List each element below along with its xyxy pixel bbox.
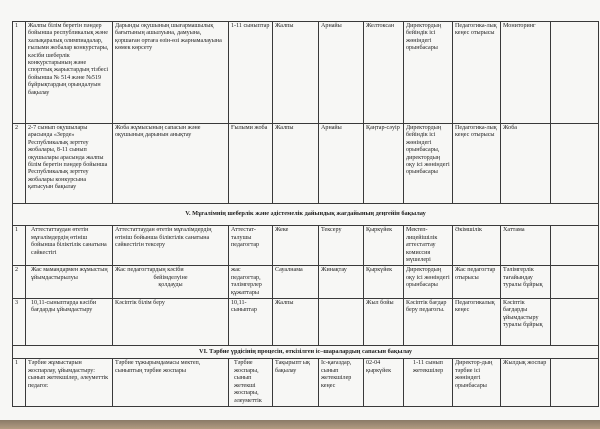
- background-surface: [0, 420, 600, 429]
- object-cell: жас педагогтар, тәлімгерлер құжаттары: [229, 266, 273, 299]
- goal-cell: Кәсіптік білім беру: [113, 299, 229, 346]
- row-number: 1: [13, 226, 26, 266]
- extra-cell: [551, 22, 599, 124]
- time-cell: Желтоксан: [364, 22, 404, 124]
- responsible-cell: Мектеп-лицейішілік аттестаттау комиссия мүшелері: [404, 226, 453, 266]
- object-cell: 10,11-сыныптар: [229, 299, 273, 346]
- section-heading-row: [13, 346, 599, 359]
- extra-cell: [551, 359, 599, 406]
- activity-cell: Жалпы білім беретін пәндер бойынша республикалық және халықаралық олимпиадалар, ғылыми жобалар конкурстары, кәсіби шеберлік конкурстарының және спорттық жарыстардың тізбесі бойынша № 514 және №519 бұйрықтардың орындалуын бақылау: [26, 22, 113, 124]
- result-cell: Тәлімгерлік тағайындау туралы бұйрық: [501, 266, 551, 299]
- object-cell: Ғылыми жоба: [229, 124, 273, 204]
- row-number: 2: [13, 266, 26, 299]
- review-cell: Педагогикалық кеңес: [453, 299, 501, 346]
- result-cell: Мониторинг: [501, 22, 551, 124]
- method-cell: Іс-қағаздар, сынып жетекшілер кеңес: [319, 359, 364, 406]
- result-cell: Хаттама: [501, 226, 551, 266]
- goal-line: қолдауды: [158, 282, 183, 289]
- activity-cell: Тәрбие жұмыстарын жоспарлау, ұйымдастыру: сынып жетекшілер, әлеуметтік педагог.: [26, 359, 113, 406]
- extra-cell: [551, 226, 599, 266]
- goal-cell: Аттестаттаудан өтетін мұғалімдердің өтініш бойынша біліктілік санатына сәйкестігін тексеру: [113, 226, 229, 266]
- goal-cell: [113, 266, 229, 299]
- goal-cell: Жоба жұмысының сапасын және оқушының дарынын анықтау: [113, 124, 229, 204]
- result-cell: Кәсіптік бағдарды ұйымдастыру туралы бұйрық: [501, 299, 551, 346]
- row-number: 3: [13, 299, 26, 346]
- responsible-cell: Директордың бейіндік ісі жөніндегі орынбасары, директордың оқу ісі жөніндегі орынбасары: [404, 124, 453, 204]
- time-cell: Қыркүйек: [364, 226, 404, 266]
- section-5-title: V. Мұғалімнің шеберлік және әдістемелік дайындық жағдайының деңгейін бақылау: [13, 204, 599, 226]
- section-heading-row: [13, 204, 599, 226]
- extra-cell: [551, 124, 599, 204]
- type-cell: Тақырыпт ық бақылау: [273, 359, 319, 406]
- method-cell: Жинақтау: [319, 266, 364, 299]
- time-cell: 02-04 қыркүйек: [364, 359, 404, 406]
- table-row: [13, 22, 599, 124]
- section-6-title: VI. Тәрбие үрдісінің процесін, өткізілген іс–шаралардың сапасын бақылау: [13, 346, 599, 359]
- control-plan-table: [12, 21, 599, 407]
- table-row: [13, 299, 599, 346]
- activity-cell: 2-7 сынып оқушылары арасында «Зерде» Республикалық зерттеу жобалары, 8-11 сынып оқушылары арасында жалпы білім беретін пәндер бойынша Республикалық зерттеу жобалары конкурсына қатысуын бақылау: [26, 124, 113, 204]
- time-cell: Қыркүйек: [364, 266, 404, 299]
- method-cell: Арнайы: [319, 22, 364, 124]
- goal-line: бейімделуіне: [153, 274, 188, 281]
- method-cell: Арнайы: [319, 124, 364, 204]
- result-cell: Жылдық жоспар: [501, 359, 551, 406]
- time-cell: Жыл бойы: [364, 299, 404, 346]
- object-cell: Аттестат-талушы педагогтар: [229, 226, 273, 266]
- activity-cell: 10,11-сыныптарда кәсіби бағдарды ұйымдастыру: [26, 299, 113, 346]
- responsible-cell: 1-11 сынып жетекшілер: [404, 359, 453, 406]
- row-number: 1: [13, 359, 26, 406]
- responsible-cell: Директордың бейіндік ісі жөніндегі орынбасары: [404, 22, 453, 124]
- table-row: [13, 226, 599, 266]
- review-cell: Педагогика-лық кеңес отырысы: [453, 124, 501, 204]
- method-cell: [319, 299, 364, 346]
- review-cell: Директор-дың тәрбие ісі жөніндегі орынбасары: [453, 359, 501, 406]
- responsible-cell: Директордың оқу ісі жөніндегі орынбасары: [404, 266, 453, 299]
- review-cell: Педагогика-лық кеңес отырысы: [453, 22, 501, 124]
- object-cell: Тәрбие жоспары, сынып жетекші жоспары, әлеуметтік: [229, 359, 273, 406]
- table-row: [13, 124, 599, 204]
- type-cell: Жалпы: [273, 299, 319, 346]
- result-cell: Жоба: [501, 124, 551, 204]
- row-number: 1: [13, 22, 26, 124]
- activity-cell: Жас мамандармен жұмыстың ұйымдастырылуы: [26, 266, 113, 299]
- table-row: [13, 266, 599, 299]
- method-cell: Тексеру: [319, 226, 364, 266]
- time-cell: Қаңтар-сәуір: [364, 124, 404, 204]
- type-cell: Жалпы: [273, 22, 319, 124]
- extra-cell: [551, 266, 599, 299]
- extra-cell: [551, 299, 599, 346]
- goal-line: Жас педагогтардың кәсіби: [115, 267, 184, 274]
- responsible-cell: Кәсіптік бағдар беру педагогы.: [404, 299, 453, 346]
- activity-cell: Аттестаттаудан өтетін мұғалімдердің өтініш бойынша біліктілік санатына сәйкестігі: [26, 226, 113, 266]
- goal-cell: Дарынды оқушының шығармашылық бағытының ашылуына, дамуына, қоршаған ортаға өзін-өзі жарнамалауына көмек көрсету: [113, 22, 229, 124]
- review-cell: Жас педагогтар отырысы: [453, 266, 501, 299]
- object-cell: 1-11 сыныптар: [229, 22, 273, 124]
- type-cell: Жалпы: [273, 124, 319, 204]
- row-number: 2: [13, 124, 26, 204]
- goal-cell: Тәрбие тұжырымдамасы мектеп, сыныптың тәрбие жоспары: [113, 359, 229, 406]
- type-cell: Жеке: [273, 226, 319, 266]
- review-cell: Әкімшілік: [453, 226, 501, 266]
- table-row: [13, 359, 599, 406]
- type-cell: Сауалнама: [273, 266, 319, 299]
